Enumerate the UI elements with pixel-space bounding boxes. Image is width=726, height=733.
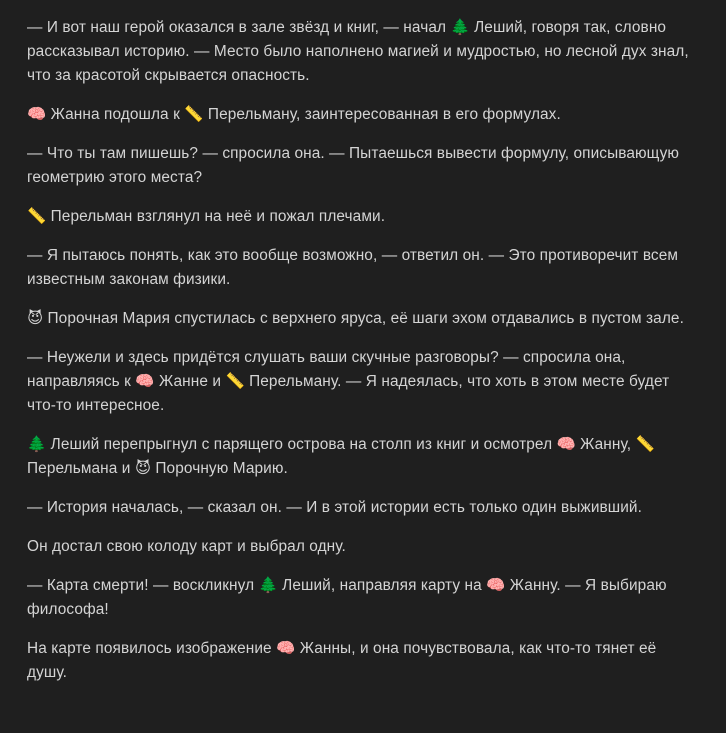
story-paragraph-5: — Я пытаюсь понять, как это вообще возможно, — ответил он. — Это противоречит всем известным законам физики. xyxy=(27,247,679,288)
story-paragraph-4: 📏 Перельман взглянул на неё и пожал плечами. xyxy=(27,208,386,225)
clipped-header-line xyxy=(0,0,726,6)
story-paragraph-10: Он достал свою колоду карт и выбрал одну. xyxy=(27,538,346,555)
story-paragraph-11: — Карта смерти! — воскликнул 🌲 Леший, направляя карту на 🧠 Жанну. — Я выбираю философа! xyxy=(27,577,667,618)
story-paragraph-1: — И вот наш герой оказался в зале звёзд и книг, — начал 🌲 Леший, говоря так, словно рассказывал историю. — Место было наполнено магией и мудростью, но лесной дух знал, что за красотой скрывается опасность. xyxy=(27,19,689,84)
story-paragraph-8: 🌲 Леший перепрыгнул с парящего острова на столп из книг и осмотрел 🧠 Жанну, 📏 Перельмана и 😈 Порочную Марию. xyxy=(27,436,655,477)
story-paragraph-3: — Что ты там пишешь? — спросила она. — Пытаешься вывести формулу, описывающую геометрию этого места? xyxy=(27,145,680,186)
story-paragraph-12: На карте появилось изображение 🧠 Жанны, и она почувствовала, как что-то тянет её душу. xyxy=(27,640,657,681)
story-paragraph-2: 🧠 Жанна подошла к 📏 Перельману, заинтересованная в его формулах. xyxy=(27,106,561,123)
story-paragraph-6: 😈 Порочная Мария спустилась с верхнего яруса, её шаги эхом отдавались в пустом зале. xyxy=(27,310,684,327)
story-text xyxy=(27,16,699,700)
story-paragraph-9: — История началась, — сказал он. — И в этой истории есть только один выживший. xyxy=(27,499,643,516)
story-paragraph-7: — Неужели и здесь придётся слушать ваши скучные разговоры? — спросила она, направляясь к 🧠 Жанне и 📏 Перельману. — Я надеялась, что хоть в этом месте будет что-то интересное. xyxy=(27,349,670,414)
